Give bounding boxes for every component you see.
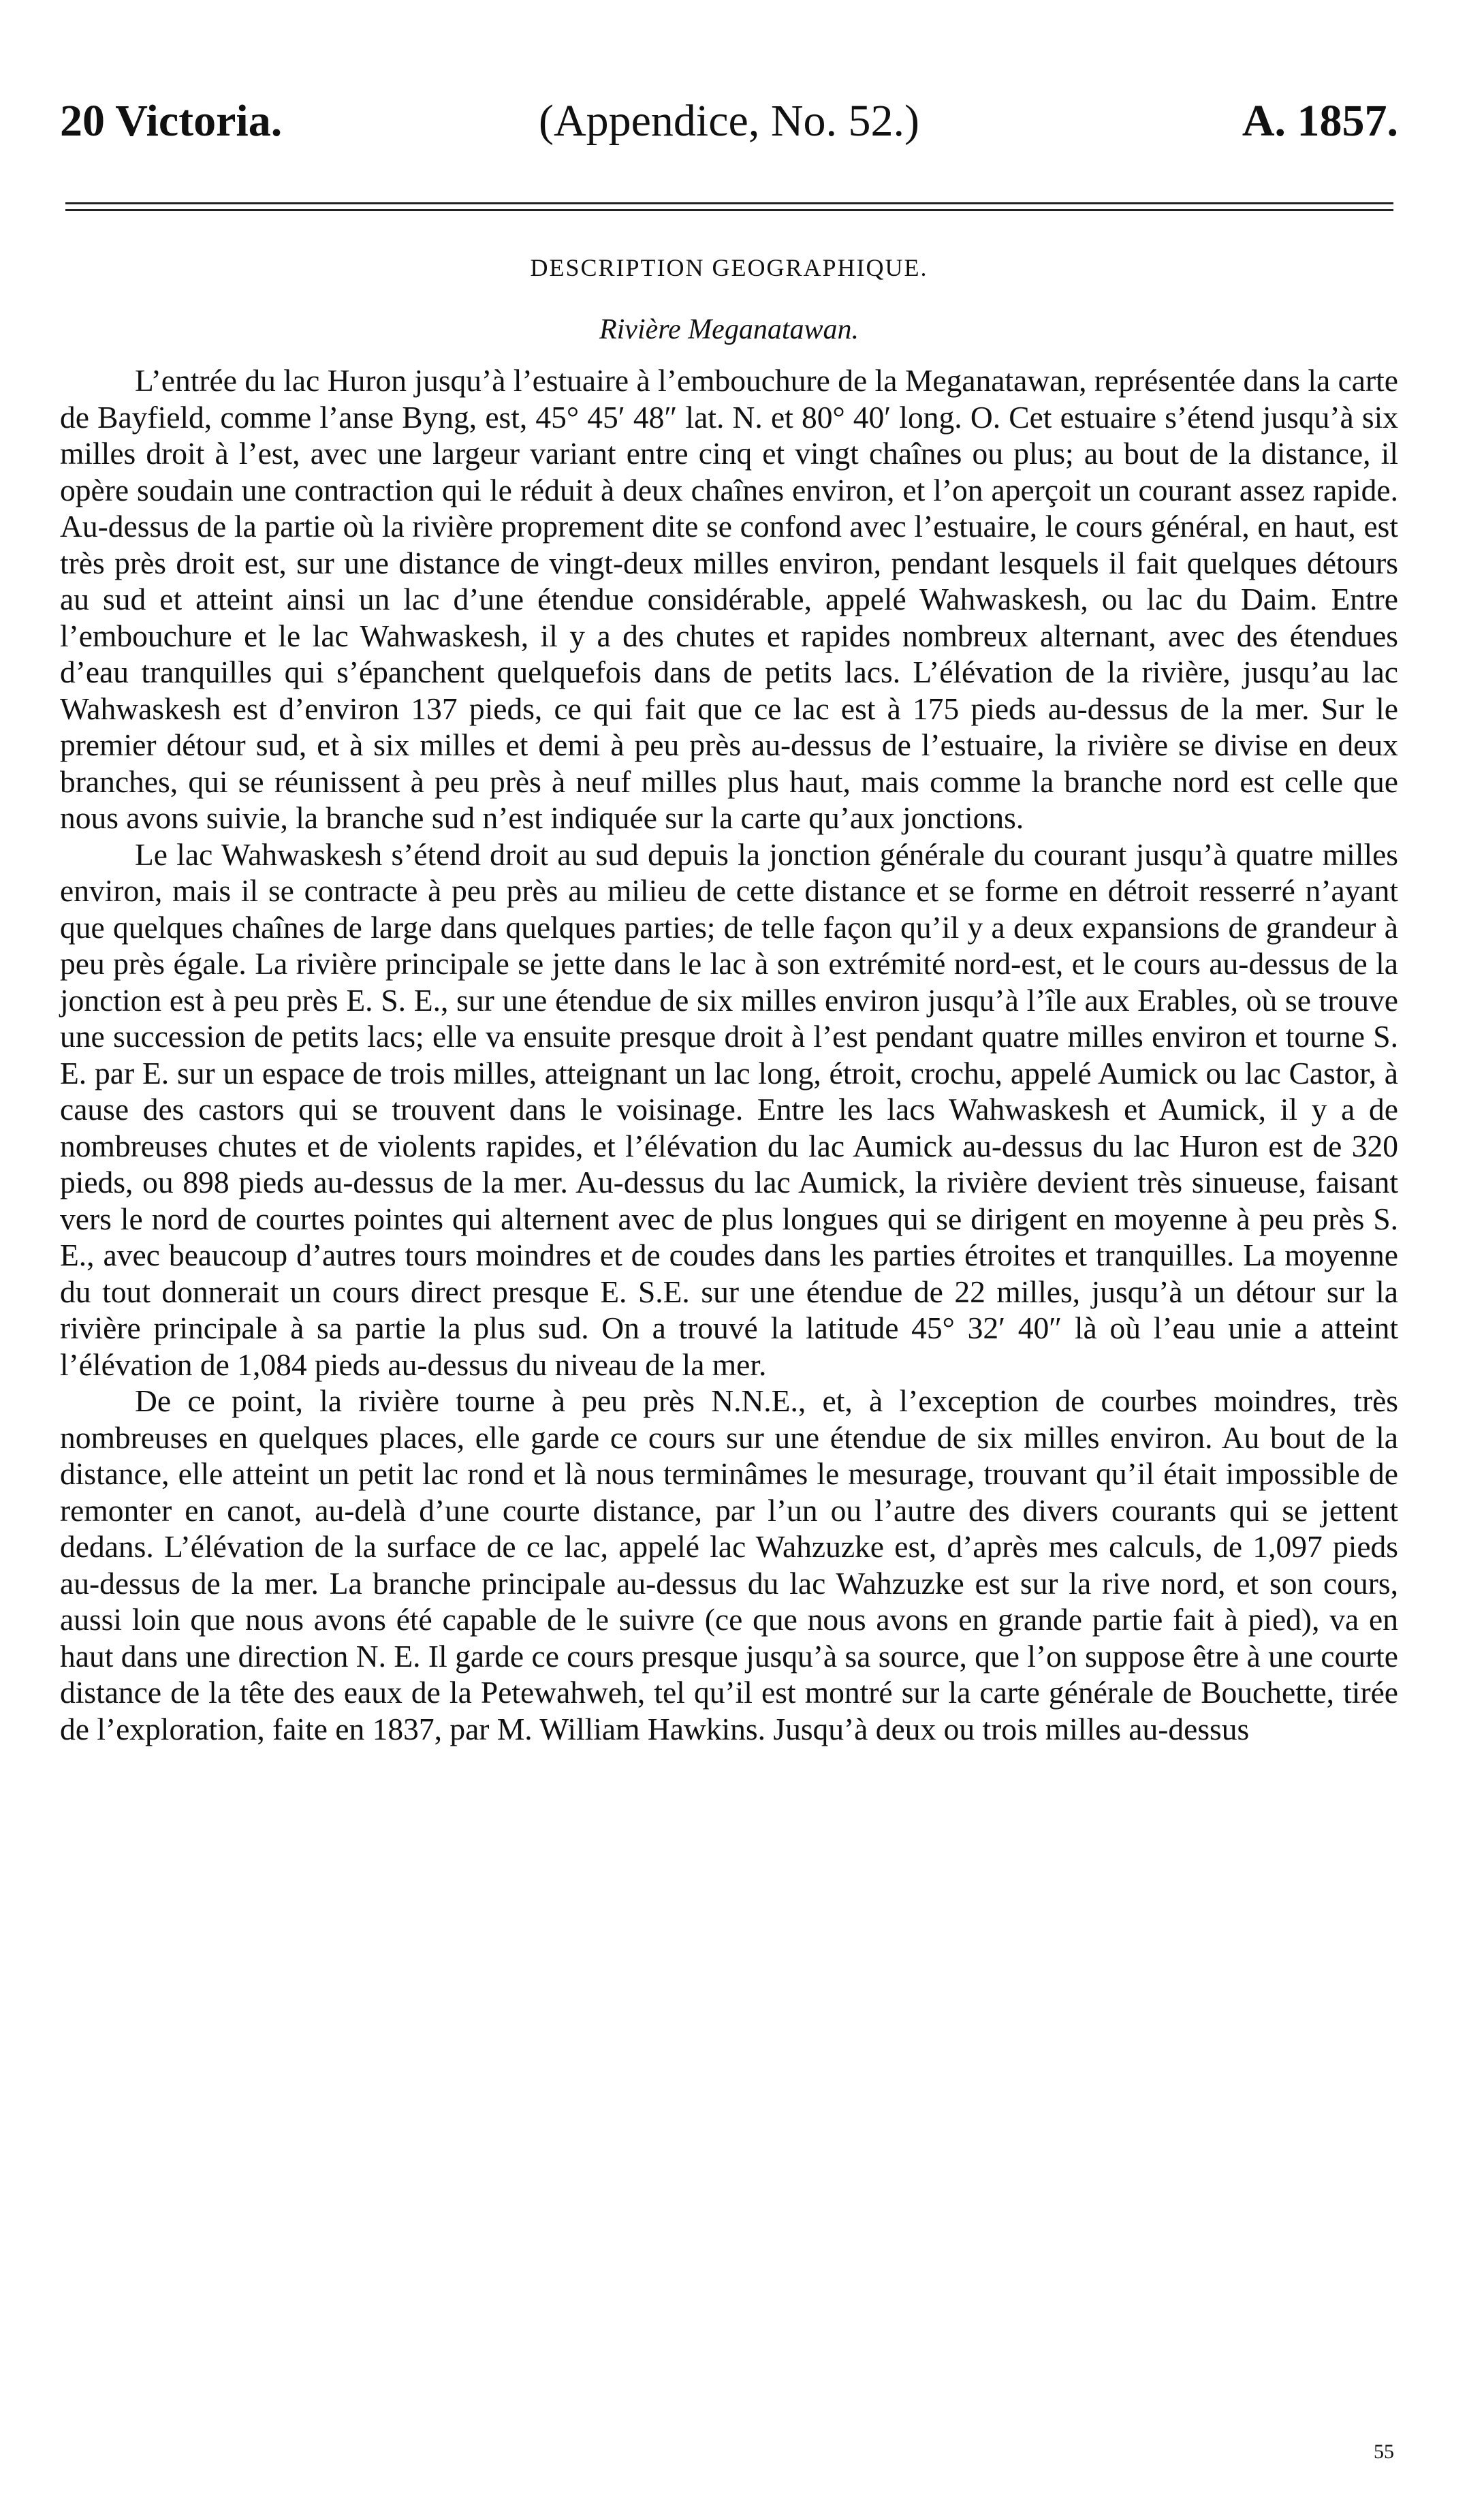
header-appendix: (Appendice, No. 52.) bbox=[538, 96, 919, 146]
running-header bbox=[60, 94, 1398, 148]
paragraph: L’entrée du lac Huron jusqu’à l’estuaire à l’embouchure de la Meganatawan, représentée dans la carte de Bayfield, comme l’anse Byng, est, 45° 45′ 48″ lat. N. et 80° 40′ long. O. Cet estuaire s’étend jusqu’à six milles droit à l’est, avec une largeur variant entre cinq et vingt chaînes ou plus; au bout de la distance, il opère soudain une contraction qui le réduit à deux chaînes environ, et l’on aperçoit un courant assez rapide. Au-dessus de la partie où la rivière proprement dite se confond avec l’estuaire, le cours général, en haut, est très près droit est, sur une distance de vingt-deux milles environ, pendant lesquels il fait quelques détours au sud et atteint ainsi un lac d’une étendue considérable, appelé Wahwaskesh, ou lac du Daim. Entre l’embouchure et le lac Wahwaskesh, il y a des chutes et rapides nombreux alternant, avec des étendues d’eau tranquilles qui s’épanchent quelquefois dans de petits lacs. L’élévation de la rivière, jusqu’au lac Wahwaskesh est d’environ 137 pieds, ce qui fait que ce lac est à 175 pieds au-dessus de la mer. Sur le premier détour sud, et à six milles et demi à peu près au-dessus de l’estuaire, la rivière se divise en deux branches, qui se réunissent à peu près à neuf milles plus haut, mais comme la branche nord est celle que nous avons suivie, la branche sud n’est indiquée sur la carte qu’aux jonctions. bbox=[60, 363, 1398, 835]
header-session: 20 Victoria. bbox=[60, 96, 283, 146]
paragraph: Le lac Wahwaskesh s’étend droit au sud depuis la jonction générale du courant jusqu’à quatre milles environ, mais il se contracte à peu près au milieu de cette distance et se forme en détroit resserré n’ayant que quelques chaînes de large dans quelques parties; de telle façon qu’il y a deux expansions de grandeur à peu près égale. La rivière principale se jette dans le lac à son extrémité nord-est, et le cours au-dessus de la jonction est à peu près E. S. E., sur une étendue de six milles environ jusqu’à l’île aux Erables, où se trouve une succession de petits lacs; elle va ensuite presque droit à l’est pendant quatre milles environ et tourne S. E. par E. sur un espace de trois milles, atteignant un lac long, étroit, crochu, appelé Aumick ou lac Castor, à cause des castors qui se trouvent dans le voisinage. Entre les lacs Wahwaskesh et Aumick, il y a de nombreuses chutes et de violents rapides, et l’élévation du lac Aumick au-dessus du lac Huron est de 320 pieds, ou 898 pieds au-dessus de la mer. Au-dessus du lac Aumick, la rivière devient très sinueuse, faisant vers le nord de courtes pointes qui alternent avec de plus longues qui se dirigent en moyenne à peu près S. E., avec beaucoup d’autres tours moindres et de coudes dans les parties étroites et tranquilles. La moyenne du tout donnerait un cours direct presque E. S.E. sur une étendue de 22 milles, jusqu’à un détour sur la rivière principale à sa partie la plus sud. On a trouvé la latitude 45° 32′ 40″ là où l’eau unie a atteint l’élévation de 1,084 pieds au-dessus du niveau de la mer. bbox=[60, 836, 1398, 1382]
section-subtitle: Rivière Meganatawan. bbox=[599, 314, 859, 345]
page-number: 55 bbox=[1374, 2440, 1394, 2463]
paragraph: De ce point, la rivière tourne à peu près N.N.E., et, à l’exception de courbes moindres, très nombreuses en quelques places, elle garde ce cours sur une étendue de six milles environ. Au bout de la distance, elle atteint un petit lac rond et là nous terminâmes le mesurage, trouvant qu’il était impossible de remonter en canot, au-delà d’une courte distance, par l’un ou l’autre des divers courants qui se jettent dedans. L’élévation de la surface de ce lac, appelé lac Wahzuzke est, d’après mes calculs, de 1,097 pieds au-dessus de la mer. La branche principale au-dessus du lac Wahzuzke est sur la rive nord, et son cours, aussi loin que nous avons été capable de le suivre (ce que nous avons en grande partie fait à pied), va en haut dans une direction N. E. Il garde ce cours presque jusqu’à sa source, que l’on suppose être à une courte distance de la tête des eaux de la Petewahweh, tel qu’il est montré sur la carte générale de Bouchette, tirée de l’exploration, faite en 1837, par M. William Hawkins. Jusqu’à deux ou trois milles au-dessus bbox=[60, 1383, 1398, 1746]
header-rule-top bbox=[65, 202, 1393, 204]
document-page bbox=[60, 0, 1398, 2497]
section-title: DESCRIPTION GEOGRAPHIQUE. bbox=[530, 254, 928, 281]
header-rule-bottom bbox=[65, 209, 1393, 211]
header-year: A. 1857. bbox=[1242, 96, 1398, 146]
body-text bbox=[60, 362, 1398, 1747]
